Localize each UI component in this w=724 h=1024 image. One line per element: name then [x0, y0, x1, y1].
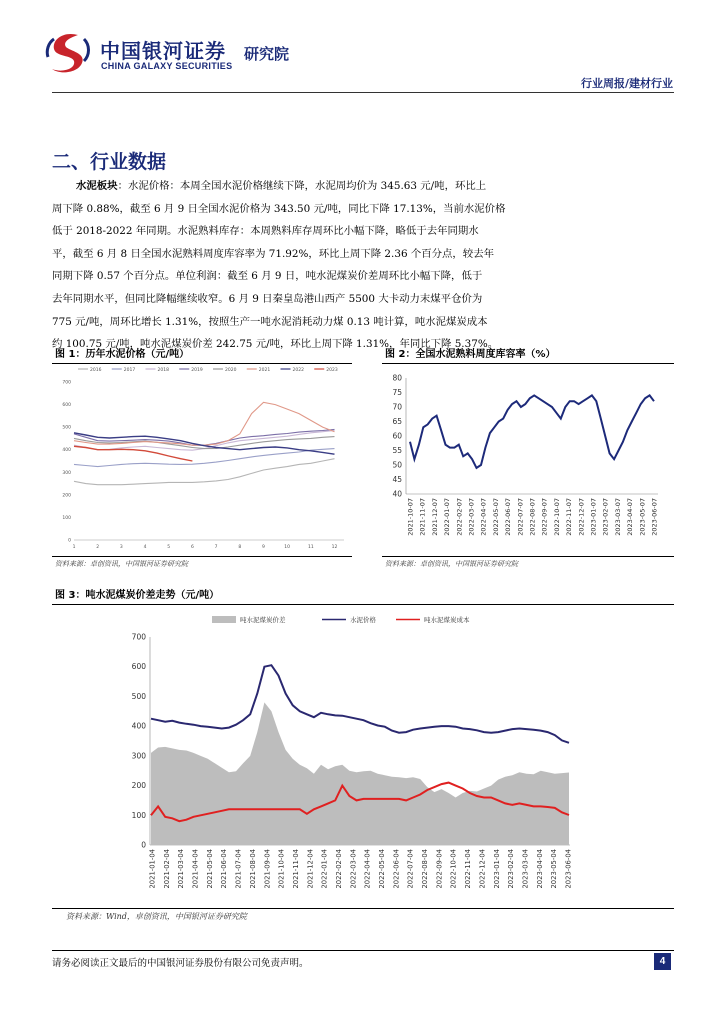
- legend-label: 水泥价格: [350, 616, 376, 624]
- header-rule: [52, 92, 674, 93]
- page-number: 4: [654, 953, 671, 970]
- legend-label: 2023: [326, 368, 338, 373]
- x-tick-label: 2023-02-04: [507, 849, 516, 889]
- x-tick-label: 2022-09-04: [435, 849, 444, 889]
- x-tick-label: 2: [96, 545, 100, 550]
- y-tick-label: 700: [131, 632, 146, 642]
- figure-3-source: 资料来源：Wind，卓创资讯，中国银河证券研究院: [66, 912, 247, 921]
- section-title: 二、行业数据: [52, 151, 167, 173]
- figure-2-source: 资料来源：卓创资讯，中国银河证券研究院: [385, 560, 518, 568]
- x-tick-label: 2023-04-07: [626, 498, 635, 536]
- x-tick-label: 2023-06-04: [564, 849, 573, 889]
- logo-english-name: CHINA GALAXY SECURITIES: [101, 61, 233, 71]
- series-line-2016: [74, 459, 335, 485]
- institute-label: 研究院: [244, 45, 290, 63]
- y-tick-label: 0: [68, 538, 71, 544]
- legend-label: 2021: [258, 368, 271, 373]
- y-tick-label: 55: [392, 446, 402, 455]
- figure-2-caption: 图 2：全国水泥熟料周度库容率（%）: [385, 349, 556, 360]
- figure-1-chart: [52, 364, 352, 554]
- figure-1-bottom-rule: [52, 556, 352, 557]
- x-tick-label: 10: [284, 545, 291, 550]
- x-tick-label: 2023-03-04: [521, 849, 530, 889]
- paragraph-line: 低于 2018-2022 年同期。水泥熟料库存：本周熟料库存周环比小幅下降，略低于去年同期水: [52, 225, 479, 238]
- x-tick-label: 7: [214, 545, 218, 550]
- y-tick-label: 45: [392, 475, 402, 484]
- x-tick-label: 2022-09-07: [540, 498, 549, 536]
- legend-label: 2017: [123, 368, 136, 373]
- legend-label: 吨水泥煤炭成本: [424, 616, 470, 624]
- x-tick-label: 2022-10-04: [449, 849, 458, 889]
- legend-label: 2022: [292, 368, 304, 373]
- y-tick-label: 50: [392, 460, 402, 470]
- figure-3-caption: 图 3：吨水泥煤炭价差走势（元/吨）: [55, 590, 220, 601]
- x-tick-label: 4: [143, 545, 147, 550]
- figure-2-bottom-rule: [382, 556, 674, 557]
- x-tick-label: 2022-05-04: [378, 849, 387, 889]
- x-tick-label: 2022-04-07: [479, 498, 488, 536]
- series-line-cement-price: [151, 665, 569, 743]
- legend-label: 2018: [157, 368, 169, 373]
- y-tick-label: 75: [392, 388, 402, 397]
- figure-1-caption: 图 1：历年水泥价格（元/吨）: [55, 349, 190, 360]
- series-area-price-spread: [151, 702, 569, 845]
- y-tick-label: 300: [131, 751, 146, 761]
- paragraph-line: 775 元/吨，周环比增长 1.31%，按照生产一吨水泥消耗动力煤 0.13 吨计算，吨水泥煤炭成本: [52, 315, 488, 328]
- y-tick-label: 600: [62, 403, 71, 409]
- paragraph-line: 平，截至 6 月 8 日全国水泥熟料周度库容率为 71.92%，环比上周下降 2.36 个百分点，较去年: [52, 247, 494, 260]
- legend-label: 2020: [225, 368, 237, 373]
- paragraph-line: 水泥板块：水泥价格：本周全国水泥价格继续下降，水泥周均价为 345.63 元/吨，环比上: [76, 180, 487, 192]
- x-tick-label: 2023-01-07: [589, 498, 598, 536]
- paragraph-lead: 水泥板块: [76, 180, 118, 192]
- brand-logo: [44, 29, 94, 75]
- y-tick-label: 400: [62, 448, 71, 454]
- y-tick-label: 65: [392, 417, 402, 426]
- x-tick-label: 2023-05-04: [550, 849, 559, 889]
- legend-label: 2016: [90, 368, 102, 373]
- x-tick-label: 2021-11-07: [418, 498, 427, 536]
- x-tick-label: 9: [262, 545, 265, 550]
- report-category: 行业周报/建材行业: [580, 77, 673, 90]
- x-tick-label: 2022-07-07: [516, 498, 525, 536]
- x-tick-label: 2022-04-04: [363, 849, 372, 889]
- y-tick-label: 40: [392, 489, 402, 499]
- legend-swatch: [212, 616, 236, 623]
- y-tick-label: 100: [131, 810, 146, 820]
- x-tick-label: 8: [238, 545, 242, 550]
- x-tick-label: 2022-02-07: [455, 498, 464, 536]
- x-tick-label: 2022-11-04: [464, 849, 473, 889]
- x-tick-label: 2022-01-04: [320, 849, 329, 889]
- x-tick-label: 2023-04-04: [535, 849, 544, 889]
- y-tick-label: 200: [62, 493, 71, 499]
- x-tick-label: 2021-10-04: [277, 849, 286, 889]
- x-tick-label: 2021-12-04: [306, 849, 315, 889]
- x-tick-label: 2022-06-07: [504, 498, 513, 536]
- x-tick-label: 2021-10-07: [406, 498, 415, 536]
- figure-3-chart: [52, 606, 674, 906]
- x-tick-label: 2022-03-07: [467, 498, 476, 536]
- x-tick-label: 2023-06-07: [650, 498, 659, 536]
- x-tick-label: 2022-03-04: [349, 849, 358, 889]
- x-tick-label: 2021-09-04: [263, 849, 272, 889]
- series-line-2017: [74, 449, 335, 467]
- paragraph-line: 去年同期水平，但同比降幅继续收窄。6 月 9 日秦皇岛港山西产 5500 大卡动力末煤平仓价为: [52, 292, 483, 305]
- y-tick-label: 500: [62, 425, 71, 431]
- x-tick-label: 2022-12-04: [478, 849, 487, 889]
- x-tick-label: 12: [331, 545, 338, 550]
- y-tick-label: 0: [141, 840, 146, 850]
- figure-3-bottom-rule: [52, 908, 674, 909]
- x-tick-label: 2022-02-04: [334, 849, 343, 889]
- footer-disclaimer: 请务必阅读正文最后的中国银河证券股份有限公司免责声明。: [52, 958, 309, 969]
- paragraph-line: 周下降 0.88%，截至 6 月 9 日全国水泥价格为 343.50 元/吨，同比下降 17.13%，当前水泥价格: [52, 202, 506, 215]
- body-paragraph: [52, 175, 550, 356]
- x-tick-label: 2023-05-07: [638, 498, 647, 536]
- series-line: [410, 395, 654, 468]
- paragraph-line: 约 100.75 元/吨，吨水泥煤炭价差 242.75 元/吨，环比上周下降 1.31%，年同比下降 5.37%。: [52, 338, 499, 351]
- x-tick-label: 2021-08-04: [248, 849, 257, 889]
- x-tick-label: 2023-02-07: [601, 498, 610, 536]
- series-line-2023: [74, 446, 192, 461]
- x-tick-label: 2021-12-07: [430, 498, 439, 536]
- x-tick-label: 2022-08-07: [528, 498, 537, 536]
- figure-2-chart: [382, 364, 674, 554]
- x-tick-label: 2022-01-07: [443, 498, 452, 536]
- x-tick-label: 2023-03-07: [613, 498, 622, 536]
- x-tick-label: 2022-12-07: [577, 498, 586, 536]
- y-tick-label: 300: [62, 470, 71, 476]
- x-tick-label: 2021-07-04: [234, 849, 243, 889]
- x-tick-label: 2022-08-04: [421, 849, 430, 889]
- y-tick-label: 400: [131, 721, 146, 731]
- y-tick-label: 200: [131, 781, 146, 791]
- x-tick-label: 2021-03-04: [177, 849, 186, 889]
- figure-3-top-rule: [52, 604, 674, 605]
- series-line-2018: [74, 431, 335, 451]
- x-tick-label: 2021-11-04: [291, 849, 300, 889]
- x-tick-label: 2022-06-04: [392, 849, 401, 889]
- legend-label: 吨水泥煤炭价差: [240, 616, 286, 624]
- x-tick-label: 2021-02-04: [162, 849, 171, 889]
- x-tick-label: 6: [190, 545, 194, 550]
- x-tick-label: 2022-05-07: [491, 498, 500, 536]
- x-tick-label: 2021-06-04: [220, 849, 229, 889]
- x-tick-label: 5: [167, 545, 171, 550]
- y-tick-label: 70: [392, 402, 402, 412]
- x-tick-label: 1: [72, 545, 76, 550]
- x-tick-label: 2021-01-04: [148, 849, 157, 889]
- y-tick-label: 80: [392, 373, 402, 383]
- x-tick-label: 2021-04-04: [191, 849, 200, 889]
- x-tick-label: 2022-07-04: [406, 849, 415, 889]
- x-tick-label: 2021-05-04: [205, 849, 214, 889]
- figure-1-source: 资料来源：卓创资讯，中国银河证券研究院: [55, 560, 188, 568]
- y-tick-label: 60: [392, 431, 402, 441]
- y-tick-label: 100: [62, 515, 71, 521]
- paragraph-line: 同期下降 0.57 个百分点。单位利润：截至 6 月 9 日，吨水泥煤炭价差周环比小幅下降，低于: [52, 270, 483, 283]
- x-tick-label: 2023-01-04: [492, 849, 501, 889]
- legend-label: 2019: [191, 368, 203, 373]
- x-tick-label: 2022-10-07: [552, 498, 561, 536]
- footer-rule: [52, 950, 674, 951]
- galaxy-logo-icon: [44, 29, 94, 75]
- x-tick-label: 3: [119, 545, 123, 550]
- x-tick-label: 2022-11-07: [565, 498, 574, 536]
- y-tick-label: 700: [62, 380, 71, 386]
- y-tick-label: 600: [131, 662, 146, 672]
- y-tick-label: 500: [131, 691, 146, 701]
- x-tick-label: 11: [307, 545, 314, 550]
- logo-chinese-name: 中国银河证券: [100, 39, 226, 63]
